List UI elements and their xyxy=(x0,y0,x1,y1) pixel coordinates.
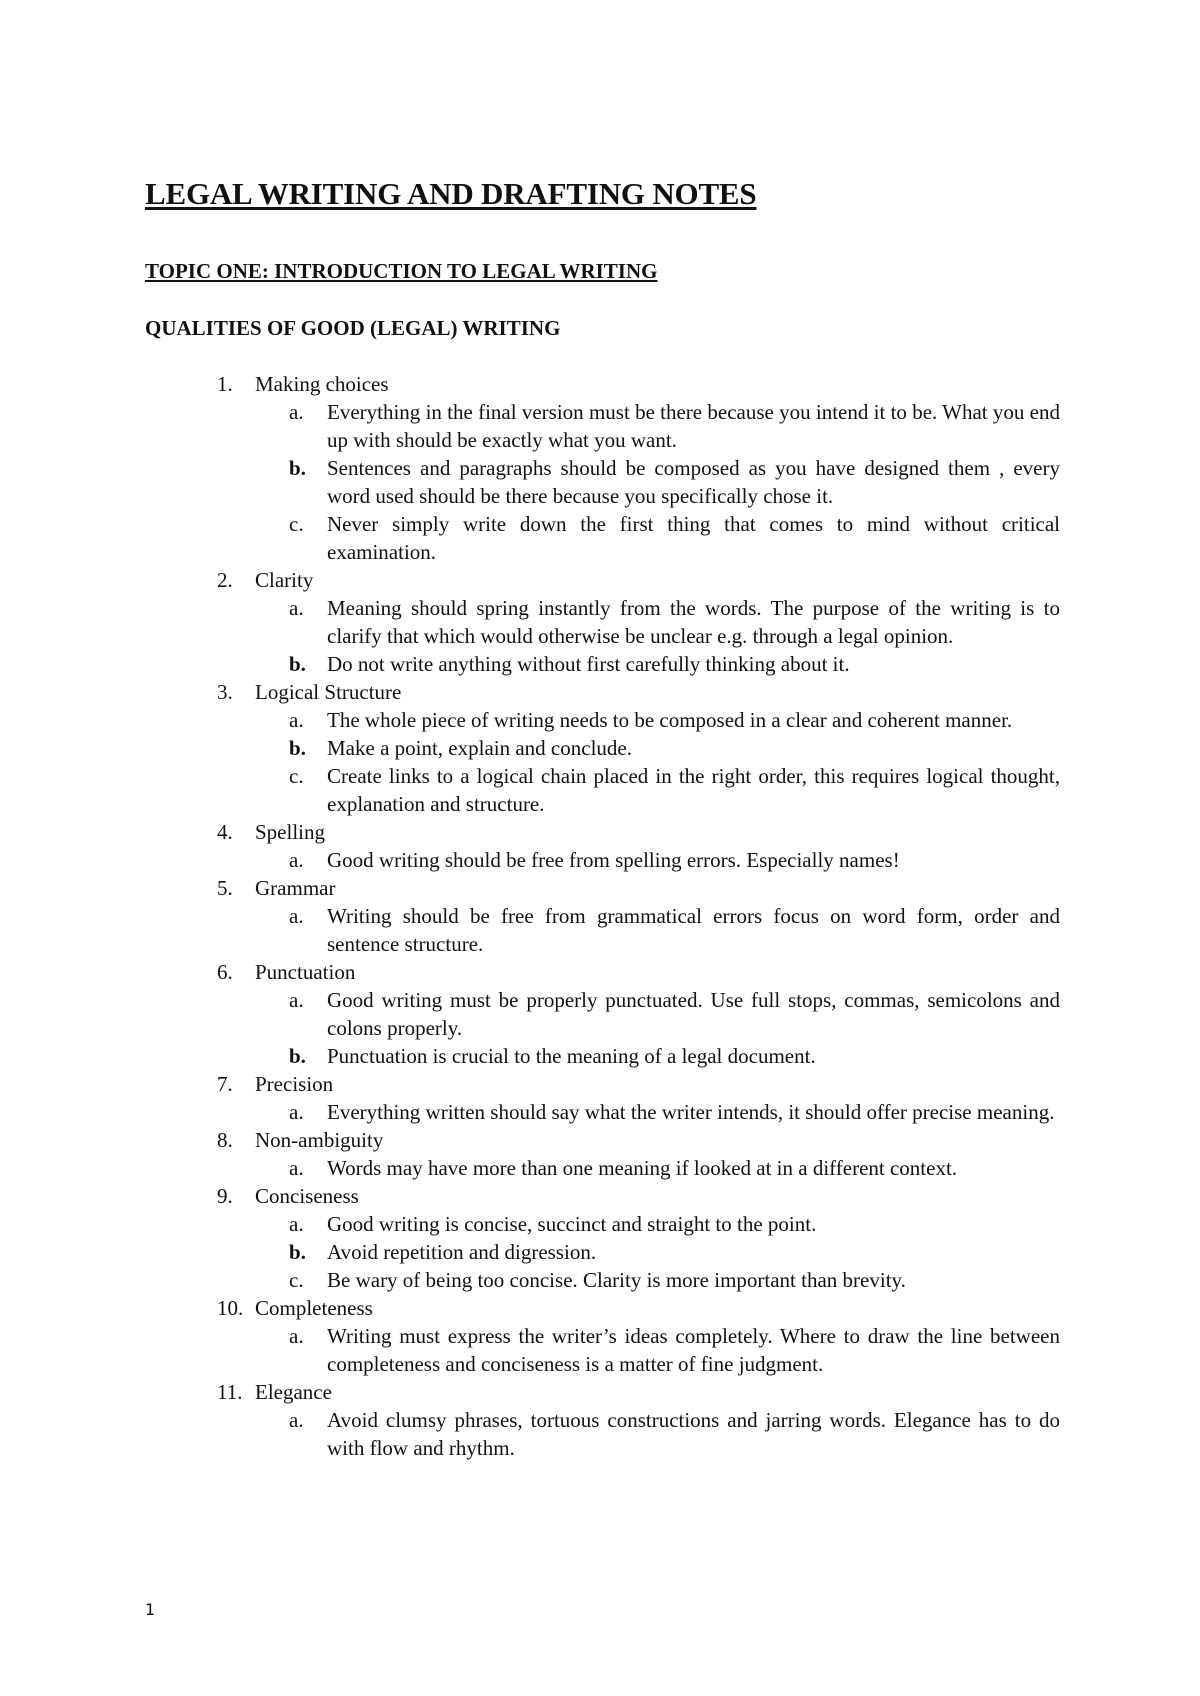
sub-point-text: Punctuation is crucial to the meaning of a legal document. xyxy=(327,1044,816,1068)
quality-number: 3. xyxy=(217,680,233,704)
sub-point xyxy=(255,986,1060,1042)
sub-point-letter: c. xyxy=(289,1268,304,1292)
sub-point xyxy=(255,902,1060,958)
list-item-quality xyxy=(145,678,1060,818)
sub-point-letter: a. xyxy=(289,596,304,620)
topic-title: TOPIC ONE: INTRODUCTION TO LEGAL WRITING xyxy=(145,259,658,283)
quality-name: Spelling xyxy=(255,820,326,844)
document-title: LEGAL WRITING AND DRAFTING NOTES xyxy=(145,176,757,211)
quality-number: 2. xyxy=(217,568,233,592)
sub-point-text: Avoid clumsy phrases, tortuous constructions and jarring words. Elegance has to do with flow and rhythm. xyxy=(327,1408,1060,1460)
sub-point-list xyxy=(255,1098,1060,1126)
list-item-quality xyxy=(145,1070,1060,1126)
sub-point-letter: a. xyxy=(289,848,304,872)
sub-point xyxy=(255,1322,1060,1378)
sub-point-text: Good writing is concise, succinct and straight to the point. xyxy=(327,1212,817,1236)
sub-point-text: Good writing must be properly punctuated. Use full stops, commas, semicolons and colons properly. xyxy=(327,988,1060,1040)
sub-point-list xyxy=(255,1154,1060,1182)
quality-name: Logical Structure xyxy=(255,680,402,704)
sub-point-text: Everything in the final version must be there because you intend it to be. What you end up with should be exactly what you want. xyxy=(327,400,1060,452)
sub-point-letter: b. xyxy=(289,1240,306,1264)
list-item-quality xyxy=(145,874,1060,958)
list-item-quality xyxy=(145,370,1060,566)
sub-point-list xyxy=(255,846,1060,874)
sub-point xyxy=(255,706,1060,734)
quality-number: 8. xyxy=(217,1128,233,1152)
sub-point-letter: a. xyxy=(289,400,304,424)
sub-point xyxy=(255,510,1060,566)
list-item-quality xyxy=(145,818,1060,874)
quality-number: 7. xyxy=(217,1072,233,1096)
sub-point xyxy=(255,734,1060,762)
sub-point-letter: a. xyxy=(289,1100,304,1124)
quality-number: 6. xyxy=(217,960,233,984)
sub-point-text: Create links to a logical chain placed in the right order, this requires logical thought, explanation and structure. xyxy=(327,764,1060,816)
sub-point xyxy=(255,594,1060,650)
sub-point-text: Writing must express the writer’s ideas completely. Where to draw the line between completeness and conciseness is a matter of fine judgment. xyxy=(327,1324,1060,1376)
sub-point-text: Everything written should say what the writer intends, it should offer precise meaning. xyxy=(327,1100,1055,1124)
sub-point-list xyxy=(255,1322,1060,1378)
sub-point-text: Meaning should spring instantly from the words. The purpose of the writing is to clarify that which would otherwise be unclear e.g. through a legal opinion. xyxy=(327,596,1060,648)
list-item-quality xyxy=(145,1126,1060,1182)
sub-point xyxy=(255,1238,1060,1266)
sub-point-letter: a. xyxy=(289,988,304,1012)
quality-number: 10. xyxy=(217,1296,244,1320)
sub-point xyxy=(255,398,1060,454)
page-number: 1 xyxy=(145,1600,156,1619)
sub-point xyxy=(255,1042,1060,1070)
quality-name: Making choices xyxy=(255,372,389,396)
sub-point-letter: b. xyxy=(289,736,306,760)
sub-point-list xyxy=(255,986,1060,1070)
quality-name: Conciseness xyxy=(255,1184,359,1208)
list-item-quality xyxy=(145,1182,1060,1294)
list-item-quality xyxy=(145,958,1060,1070)
quality-name: Elegance xyxy=(255,1380,332,1404)
sub-point xyxy=(255,846,1060,874)
sub-point-letter: b. xyxy=(289,652,306,676)
sub-point-text: Good writing should be free from spelling errors. Especially names! xyxy=(327,848,900,872)
list-item-quality xyxy=(145,1378,1060,1462)
quality-number: 11. xyxy=(217,1380,243,1404)
sub-point xyxy=(255,1098,1060,1126)
quality-name: Punctuation xyxy=(255,960,356,984)
sub-point xyxy=(255,650,1060,678)
sub-point xyxy=(255,1406,1060,1462)
sub-point-letter: c. xyxy=(289,512,304,536)
sub-point-letter: a. xyxy=(289,1408,304,1432)
sub-point-letter: a. xyxy=(289,904,304,928)
quality-number: 4. xyxy=(217,820,233,844)
sub-point-letter: a. xyxy=(289,1212,304,1236)
quality-number: 5. xyxy=(217,876,233,900)
sub-point-text: Writing should be free from grammatical errors focus on word form, order and sentence structure. xyxy=(327,904,1060,956)
list-item-quality xyxy=(145,566,1060,678)
sub-point-list xyxy=(255,706,1060,818)
quality-number: 1. xyxy=(217,372,233,396)
sub-point-list xyxy=(255,594,1060,678)
quality-name: Non-ambiguity xyxy=(255,1128,384,1152)
list-item-quality xyxy=(145,1294,1060,1378)
sub-point-letter: b. xyxy=(289,1044,306,1068)
sub-point-text: Sentences and paragraphs should be composed as you have designed them , every word used should be there because you specifically chose it. xyxy=(327,456,1060,508)
sub-point xyxy=(255,1210,1060,1238)
sub-point-text: Be wary of being too concise. Clarity is more important than brevity. xyxy=(327,1268,906,1292)
sub-point-text: Do not write anything without first carefully thinking about it. xyxy=(327,652,850,676)
sub-point-text: Words may have more than one meaning if looked at in a different context. xyxy=(327,1156,958,1180)
sub-point-text: The whole piece of writing needs to be composed in a clear and coherent manner. xyxy=(327,708,1013,732)
sub-point-list xyxy=(255,902,1060,958)
sub-point-letter: c. xyxy=(289,764,304,788)
sub-point-text: Make a point, explain and conclude. xyxy=(327,736,632,760)
sub-point-letter: b. xyxy=(289,456,306,480)
sub-point-list xyxy=(255,1210,1060,1294)
quality-name: Clarity xyxy=(255,568,314,592)
sub-point xyxy=(255,1154,1060,1182)
sub-point-list xyxy=(255,1406,1060,1462)
sub-point-text: Avoid repetition and digression. xyxy=(327,1240,597,1264)
sub-point-letter: a. xyxy=(289,1156,304,1180)
sub-point-letter: a. xyxy=(289,708,304,732)
sub-point xyxy=(255,454,1060,510)
sub-point-letter: a. xyxy=(289,1324,304,1348)
section-title: QUALITIES OF GOOD (LEGAL) WRITING xyxy=(145,316,561,340)
sub-point xyxy=(255,1266,1060,1294)
qualities-list xyxy=(145,370,1060,1462)
quality-name: Completeness xyxy=(255,1296,373,1320)
quality-name: Grammar xyxy=(255,876,336,900)
sub-point xyxy=(255,762,1060,818)
sub-point-list xyxy=(255,398,1060,566)
sub-point-text: Never simply write down the first thing that comes to mind without critical examination. xyxy=(327,512,1060,564)
quality-number: 9. xyxy=(217,1184,233,1208)
quality-name: Precision xyxy=(255,1072,334,1096)
